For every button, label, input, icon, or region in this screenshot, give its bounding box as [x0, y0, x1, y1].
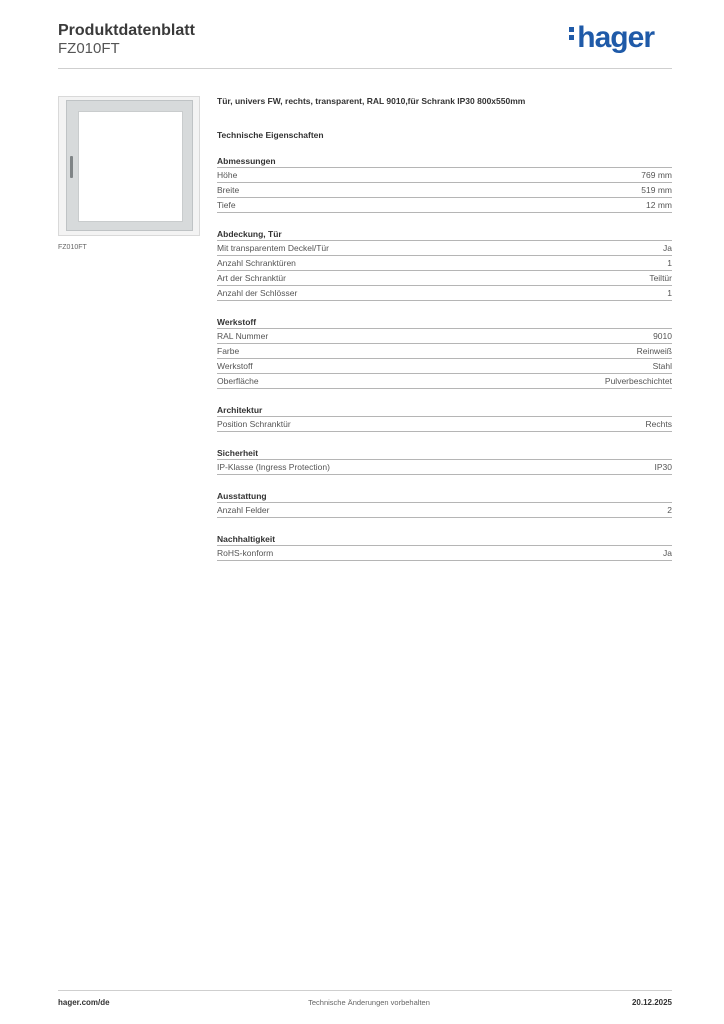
- spec-value: Pulverbeschichtet: [604, 376, 672, 386]
- spec-value: 12 mm: [646, 200, 672, 210]
- spec-group-title: Abdeckung, Tür: [217, 228, 672, 241]
- spec-label: IP-Klasse (Ingress Protection): [217, 462, 330, 472]
- spec-group: [217, 316, 672, 389]
- spec-group-title: Architektur: [217, 404, 672, 417]
- spec-group-title: Abmessungen: [217, 155, 672, 168]
- spec-row: [217, 359, 672, 374]
- spec-row: [217, 168, 672, 183]
- footer-notice: Technische Änderungen vorbehalten: [308, 998, 430, 1007]
- spec-label: Anzahl Felder: [217, 505, 270, 515]
- spec-value: Ja: [663, 548, 672, 558]
- spec-group-title: Nachhaltigkeit: [217, 533, 672, 546]
- spec-label: Mit transparentem Deckel/Tür: [217, 243, 329, 253]
- spec-value: 1: [667, 288, 672, 298]
- spec-row: [217, 183, 672, 198]
- spec-row: [217, 256, 672, 271]
- spec-group: [217, 447, 672, 475]
- spec-label: Anzahl der Schlösser: [217, 288, 298, 298]
- spec-row: [217, 460, 672, 475]
- spec-row: [217, 198, 672, 213]
- door-glass-panel: [78, 111, 183, 222]
- spec-label: Position Schranktür: [217, 419, 291, 429]
- spec-value: IP30: [654, 462, 672, 472]
- spec-value: 769 mm: [641, 170, 672, 180]
- footer-date: 20.12.2025: [631, 998, 672, 1007]
- spec-content: [217, 96, 672, 561]
- spec-groups: [217, 155, 672, 561]
- spec-label: Breite: [217, 185, 240, 195]
- door-icon: [66, 100, 193, 231]
- spec-row: [217, 286, 672, 301]
- spec-label: Anzahl Schranktüren: [217, 258, 296, 268]
- spec-group: [217, 490, 672, 518]
- spec-row: [217, 546, 672, 561]
- spec-row: [217, 417, 672, 432]
- spec-value: Reinweiß: [636, 346, 672, 356]
- spec-value: 2: [667, 505, 672, 515]
- spec-row: [217, 374, 672, 389]
- spec-value: 1: [667, 258, 672, 268]
- spec-row: [217, 344, 672, 359]
- spec-row: [217, 241, 672, 256]
- spec-group: [217, 155, 672, 213]
- spec-row: [217, 271, 672, 286]
- spec-value: Rechts: [645, 419, 672, 429]
- spec-value: Ja: [663, 243, 672, 253]
- product-code: FZ010FT: [58, 40, 120, 57]
- document-title: Produktdatenblatt: [58, 22, 195, 39]
- page-header: [58, 20, 672, 68]
- footer-website: hager.com/de: [58, 998, 110, 1007]
- spec-group-title: Ausstattung: [217, 490, 672, 503]
- spec-label: Tiefe: [217, 200, 236, 210]
- spec-value: 519 mm: [641, 185, 672, 195]
- spec-group-title: Werkstoff: [217, 316, 672, 329]
- spec-value: Teiltür: [649, 273, 672, 283]
- product-image: [58, 96, 200, 236]
- spec-label: Farbe: [217, 346, 240, 356]
- section-title: Technische Eigenschaften: [217, 130, 324, 140]
- spec-group: [217, 228, 672, 301]
- spec-label: Art der Schranktür: [217, 273, 286, 283]
- door-handle-icon: [70, 156, 73, 178]
- hager-logo: [569, 23, 654, 53]
- spec-value: Stahl: [652, 361, 672, 371]
- spec-row: [217, 329, 672, 344]
- product-description: Tür, univers FW, rechts, transparent, RAL 9010,für Schrank IP30 800x550mm: [217, 96, 526, 106]
- spec-label: RAL Nummer: [217, 331, 269, 341]
- spec-label: RoHS-konform: [217, 548, 274, 558]
- spec-group: [217, 533, 672, 561]
- image-caption: FZ010FT: [58, 244, 87, 251]
- spec-label: Oberfläche: [217, 376, 259, 386]
- spec-row: [217, 503, 672, 518]
- spec-group-title: Sicherheit: [217, 447, 672, 460]
- spec-value: 9010: [653, 331, 672, 341]
- logo-dots-icon: [569, 24, 575, 43]
- header-divider: [58, 68, 672, 69]
- logo-text: hager: [577, 21, 654, 54]
- footer-divider: [58, 990, 672, 991]
- spec-label: Werkstoff: [217, 361, 253, 371]
- spec-group: [217, 404, 672, 432]
- spec-label: Höhe: [217, 170, 238, 180]
